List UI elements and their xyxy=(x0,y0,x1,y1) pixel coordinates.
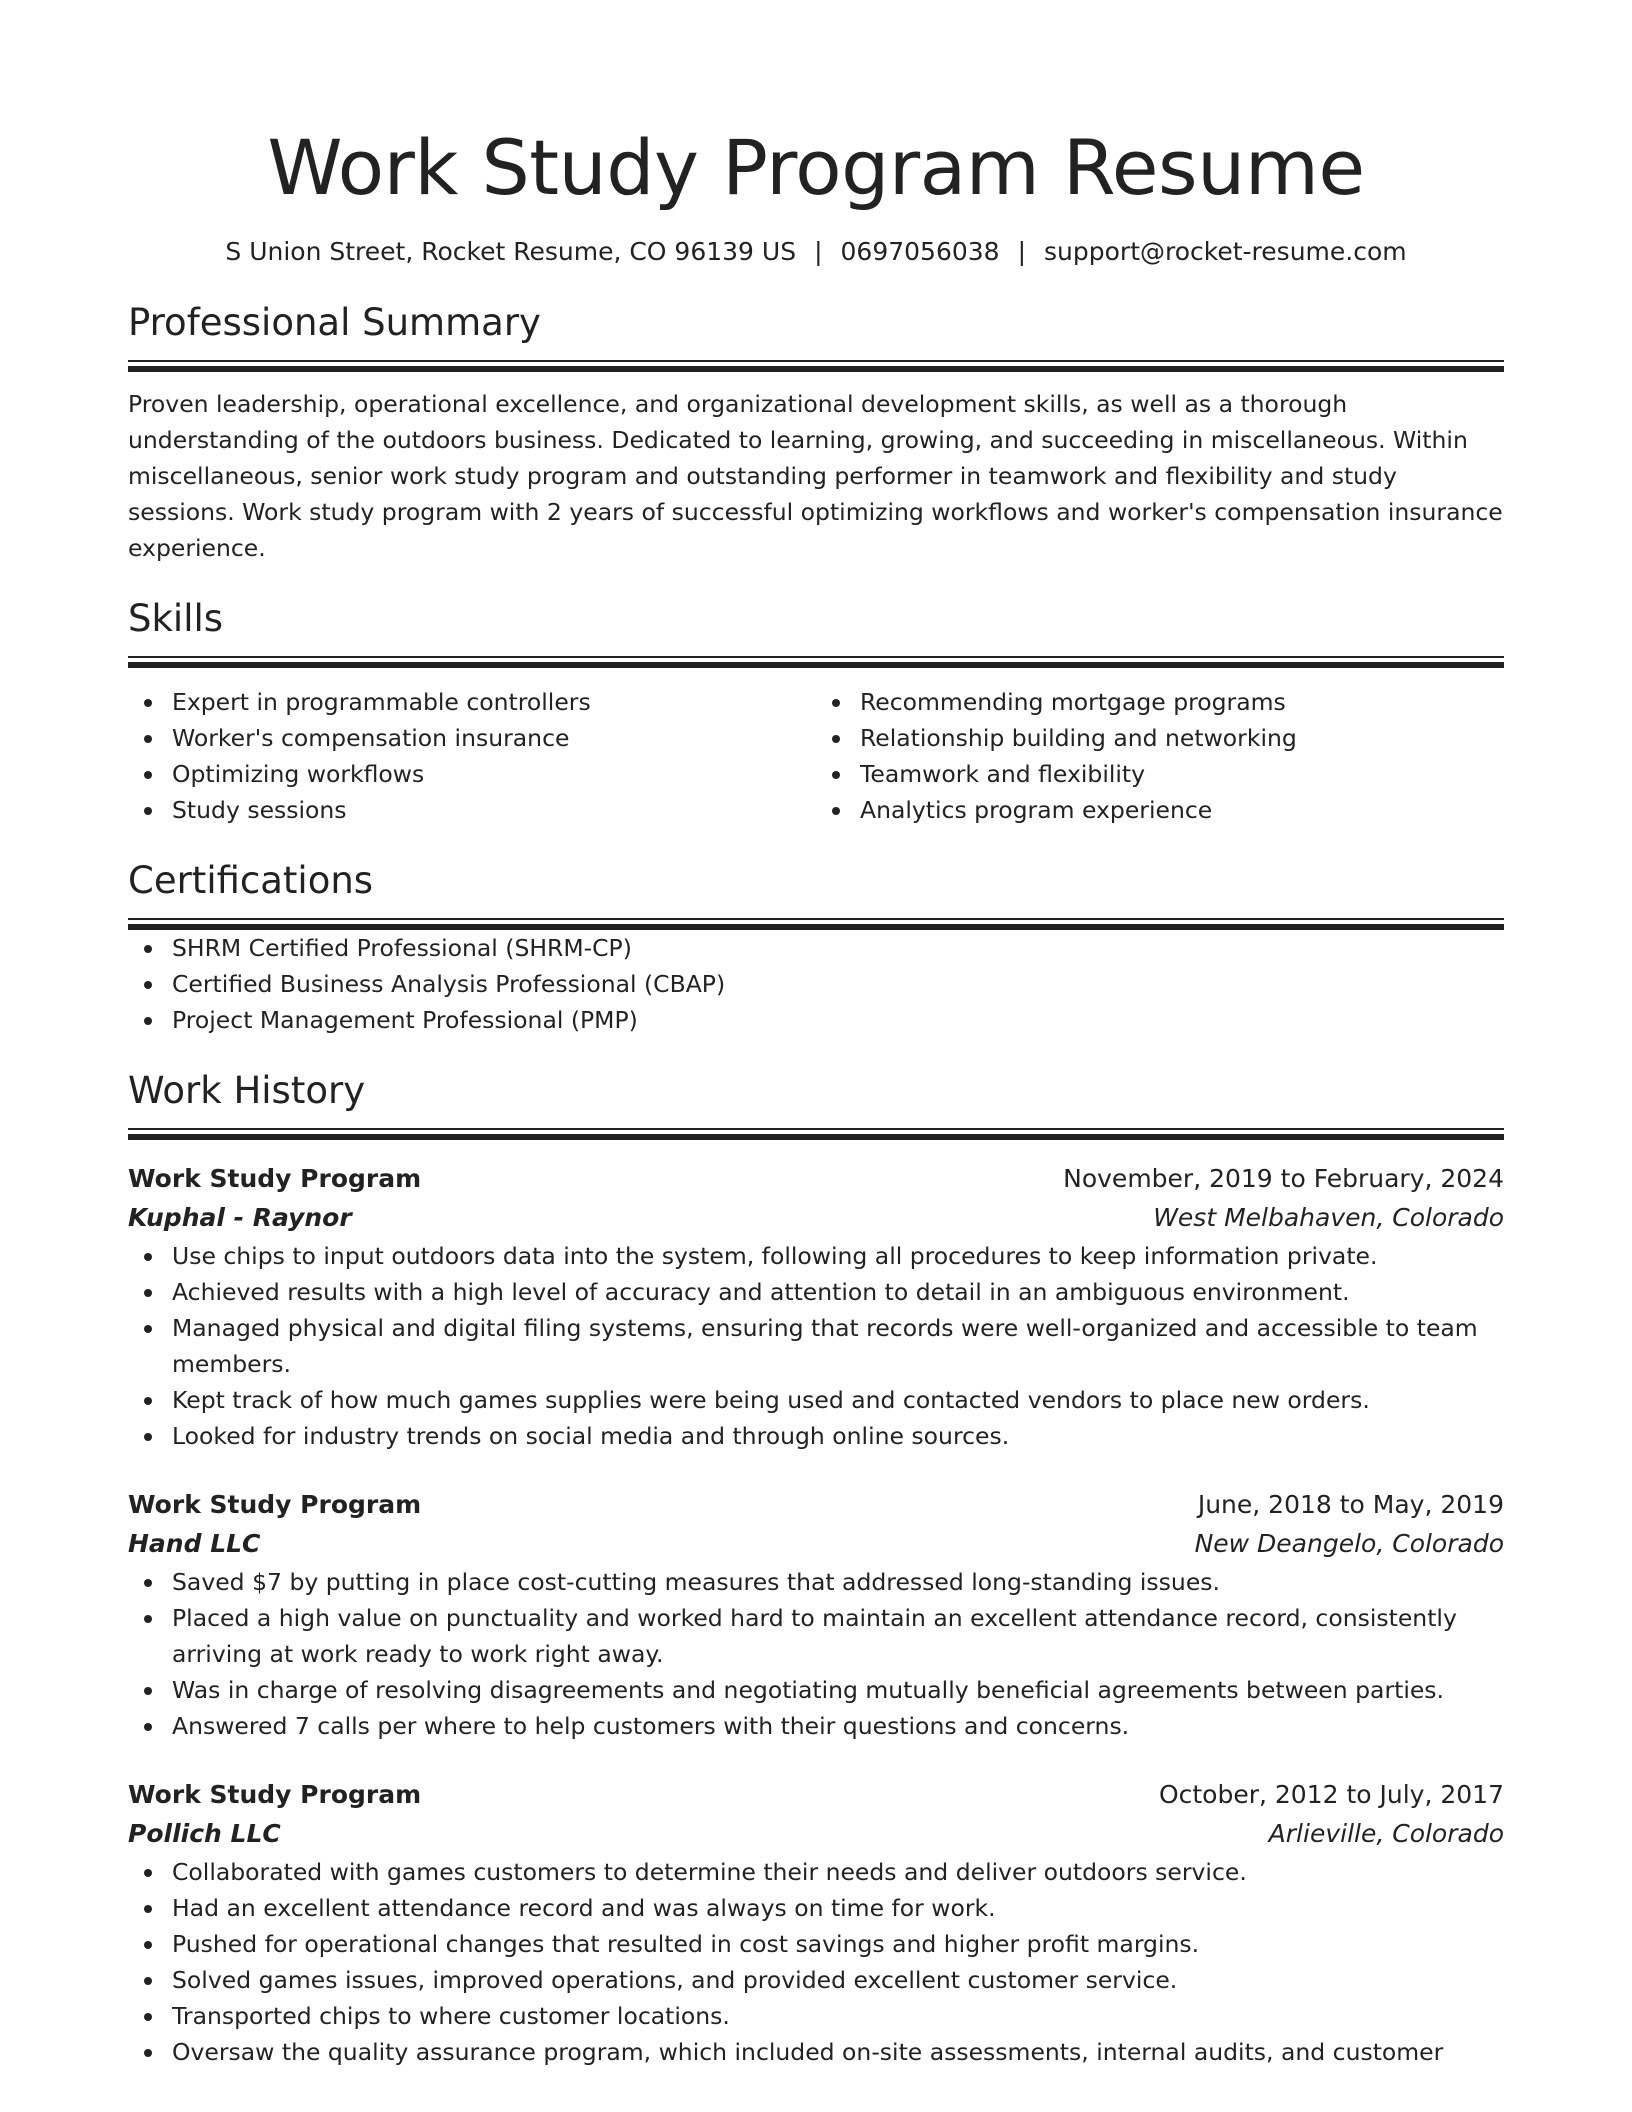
skills-column-right xyxy=(816,684,1504,828)
job-header-row xyxy=(128,1776,1504,1814)
certifications-section xyxy=(128,858,1504,930)
job-bullet: Answered 7 calls per where to help customers with their questions and concerns. xyxy=(172,1708,1504,1744)
summary-text: Proven leadership, operational excellence, and organizational development skills, as well as a thorough understanding of the outdoors business. Dedicated to learning, growing, and succeeding in miscellaneous. Within miscellaneous, senior work study program and outstanding performer in teamwork and flexibility and study sessions. Work study program with 2 years of successful optimizing workflows and worker's compensation insurance experience. xyxy=(128,390,1503,562)
skills-section xyxy=(128,596,1504,668)
certification-item: SHRM Certified Professional (SHRM-CP) xyxy=(172,930,1504,966)
job-header-row xyxy=(128,1160,1504,1198)
skill-item: Expert in programmable controllers xyxy=(172,684,816,720)
section-divider xyxy=(128,918,1504,930)
contact-address: S Union Street, Rocket Resume, CO 96139 US xyxy=(225,237,797,266)
job-bullet: Kept track of how much games supplies were being used and contacted vendors to place new orders. xyxy=(172,1382,1504,1418)
job-entry xyxy=(128,1160,1504,1454)
skill-item: Optimizing workflows xyxy=(172,756,816,792)
job-bullet: Placed a high value on punctuality and worked hard to maintain an excellent attendance record, consistently arriving at work ready to work right away. xyxy=(172,1600,1504,1672)
job-location: New Deangelo, Colorado xyxy=(1194,1529,1504,1558)
skill-item: Analytics program experience xyxy=(860,792,1504,828)
job-bullet: Had an excellent attendance record and was always on time for work. xyxy=(172,1890,1504,1926)
contact-email: support@rocket-resume.com xyxy=(1044,237,1407,266)
certification-item: Certified Business Analysis Professional (CBAP) xyxy=(172,966,1504,1002)
job-title: Work Study Program xyxy=(128,1164,422,1193)
job-title: Work Study Program xyxy=(128,1490,422,1519)
job-dates: October, 2012 to July, 2017 xyxy=(1158,1780,1504,1809)
job-bullet: Pushed for operational changes that resulted in cost savings and higher profit margins. xyxy=(172,1926,1504,1962)
job-bullet: Managed physical and digital filing systems, ensuring that records were well-organized and accessible to team members. xyxy=(172,1310,1504,1382)
job-bullet: Achieved results with a high level of accuracy and attention to detail in an ambiguous environment. xyxy=(172,1274,1504,1310)
job-company: Pollich LLC xyxy=(128,1819,281,1848)
job-entry xyxy=(128,1776,1504,2070)
certifications-heading: Certifications xyxy=(128,859,374,902)
job-bullet: Collaborated with games customers to determine their needs and deliver outdoors service. xyxy=(172,1854,1504,1890)
skills-heading: Skills xyxy=(128,597,224,640)
contact-line xyxy=(128,234,1504,270)
certification-item: Project Management Professional (PMP) xyxy=(172,1002,1504,1038)
job-company-row xyxy=(128,1814,1504,1854)
skills-list-right xyxy=(816,684,1504,828)
skill-item: Relationship building and networking xyxy=(860,720,1504,756)
contact-phone: 0697056038 xyxy=(840,237,1000,266)
job-bullet: Transported chips to where customer locations. xyxy=(172,1998,1504,2034)
skills-list-left xyxy=(128,684,816,828)
resume-page xyxy=(128,0,1504,2070)
skill-item: Recommending mortgage programs xyxy=(860,684,1504,720)
resume-title: Work Study Program Resume xyxy=(267,123,1365,212)
job-company: Hand LLC xyxy=(128,1529,261,1558)
job-bullet: Oversaw the quality assurance program, which included on-site assessments, internal audits, and customer xyxy=(172,2034,1504,2070)
job-bullet: Was in charge of resolving disagreements and negotiating mutually beneficial agreements between parties. xyxy=(172,1672,1504,1708)
summary-section xyxy=(128,300,1504,372)
job-dates: June, 2018 to May, 2019 xyxy=(1197,1490,1504,1519)
job-location: West Melbahaven, Colorado xyxy=(1153,1203,1504,1232)
skills-column-left xyxy=(128,684,816,828)
summary-heading: Professional Summary xyxy=(128,301,541,344)
job-header-row xyxy=(128,1486,1504,1524)
contact-separator: | xyxy=(1017,237,1027,266)
job-company-row xyxy=(128,1198,1504,1238)
work-history-section xyxy=(128,1068,1504,1140)
job-dates: November, 2019 to February, 2024 xyxy=(1063,1164,1504,1193)
job-company-row xyxy=(128,1524,1504,1564)
section-divider xyxy=(128,1128,1504,1140)
skill-item: Worker's compensation insurance xyxy=(172,720,816,756)
job-bullet: Saved $7 by putting in place cost-cutting measures that addressed long-standing issues. xyxy=(172,1564,1504,1600)
contact-separator: | xyxy=(814,237,823,266)
job-bullet-list xyxy=(128,1564,1504,1744)
section-divider xyxy=(128,656,1504,668)
skill-item: Study sessions xyxy=(172,792,816,828)
job-bullet-list xyxy=(128,1854,1504,2070)
work-history-heading: Work History xyxy=(128,1069,366,1112)
job-bullet-list xyxy=(128,1238,1504,1454)
job-bullet: Use chips to input outdoors data into the system, following all procedures to keep information private. xyxy=(172,1238,1504,1274)
skills-grid xyxy=(128,684,1504,828)
skill-item: Teamwork and flexibility xyxy=(860,756,1504,792)
job-entry xyxy=(128,1486,1504,1744)
certifications-list xyxy=(128,930,1504,1038)
job-bullet: Solved games issues, improved operations, and provided excellent customer service. xyxy=(172,1962,1504,1998)
section-divider xyxy=(128,360,1504,372)
job-bullet: Looked for industry trends on social media and through online sources. xyxy=(172,1418,1504,1454)
job-location: Arlieville, Colorado xyxy=(1268,1819,1504,1848)
job-company: Kuphal - Raynor xyxy=(128,1203,352,1232)
job-title: Work Study Program xyxy=(128,1780,422,1809)
